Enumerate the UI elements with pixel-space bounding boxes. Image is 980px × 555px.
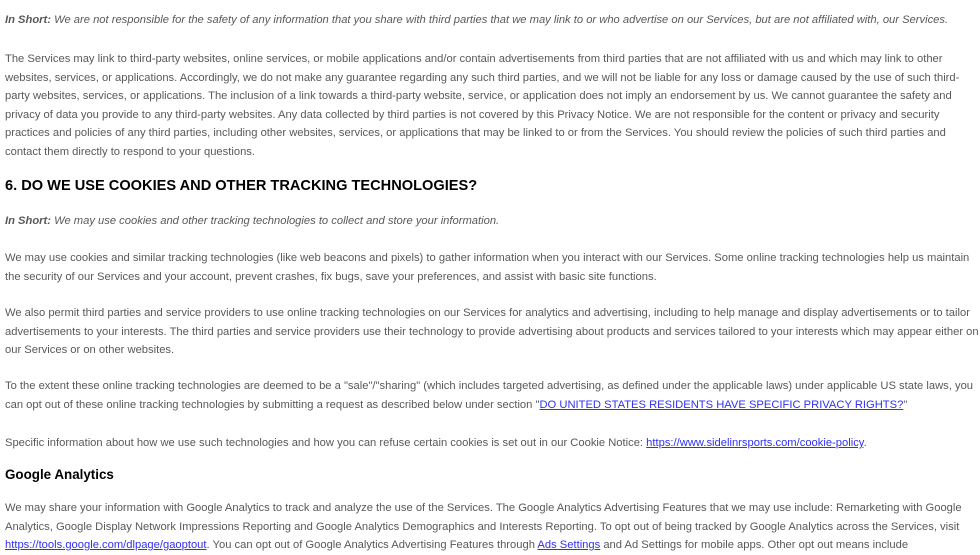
para-text: . You can opt out of Google Analytics Advertising Features through: [206, 539, 538, 551]
cookie-policy-link[interactable]: https://www.sidelinrsports.com/cookie-policy: [646, 437, 864, 449]
section6-para-third-parties: We also permit third parties and service providers to use online tracking technologies on our Services for analytics and advertising, including to help manage and display advertisements or to tailor advertisements to your interests. The third parties and service providers use their technology to provide advertising about products and services tailored to your interests which may appear either on our Services or on other websites.: [5, 307, 979, 356]
para-text: To the extent these online tracking technologies are deemed to be a "sale"/"sharing" (which includes targeted advertising, as defined under the applicable laws) under applicable US state laws, you can opt out of these online tracking technologies by submitting a request as described below under section ": [5, 380, 974, 411]
in-short-label: In Short:: [5, 215, 51, 227]
para-text: We may share your information with Google Analytics to track and analyze the use of the Services. The Google Analytics Advertising Features that we may use include: Remarketing with Google Analytics, Google Display Network Impressions Reporting and Google Analytics Demographics and Interests Reporting. To opt out of being tracked by Google Analytics across the Services, visit: [5, 502, 962, 533]
para-text: ": [903, 398, 908, 411]
in-short-label: In Short:: [5, 14, 51, 26]
google-analytics-para: [5, 499, 980, 555]
google-analytics-heading: Google Analytics: [5, 467, 114, 482]
para-text: Specific information about how we use such technologies and how you can refuse certain cookies is set out in our Cookie Notice:: [5, 437, 647, 449]
para-text: .: [863, 437, 867, 449]
section6-heading: 6. DO WE USE COOKIES AND OTHER TRACKING TECHNOLOGIES?: [5, 178, 478, 194]
in-short-text: We are not responsible for the safety of any information that you share with third parties that we may link to or who advertise on our Services, but are not affiliated with, our Services.: [51, 14, 949, 26]
us-residents-rights-link[interactable]: DO UNITED STATES RESIDENTS HAVE SPECIFIC PRIVACY RIGHTS?: [539, 398, 904, 411]
section5-body: The Services may link to third-party websites, online services, or mobile applications and/or contain advertisements from third parties that are not affiliated with us and which may link to other websites, services, or applications. Accordingly, we do not make any guarantee regarding any such third parties, and we will not be liable for any loss or damage caused by the use of such third-party websites, services, or applications. The inclusion of a link towards a third-party website, service, or application does not imply an endorsement by us. We cannot guarantee the safety and privacy of data you provide to any third-party websites. Any data collected by third parties is not covered by this Privacy Notice. We are not responsible for the content or privacy and security practices and policies of any third parties, including other websites, services, or applications that may be linked to or from the Services. You should review the policies of such third parties and contact them directly to respond to your questions.: [5, 53, 960, 158]
section6-in-short: [5, 212, 980, 231]
section6-para-cookie-notice: [5, 434, 980, 453]
section6-para-cookies: We may use cookies and similar tracking technologies (like web beacons and pixels) to gather information when you interact with our Services. Some online tracking technologies help us maintain the security of our Services and your account, prevent crashes, fix bugs, save your preferences, and assist with basic site functions.: [5, 252, 970, 283]
ga-optout-link[interactable]: https://tools.google.com/dlpage/gaoptout: [5, 539, 207, 551]
ads-settings-link[interactable]: Ads Settings: [537, 539, 601, 551]
section6-para-opt-out: [5, 377, 980, 414]
section5-in-short: [5, 11, 980, 30]
para-text: and Ad Settings for mobile apps. Other opt out means include: [600, 539, 909, 551]
in-short-text: We may use cookies and other tracking technologies to collect and store your information.: [51, 215, 500, 227]
